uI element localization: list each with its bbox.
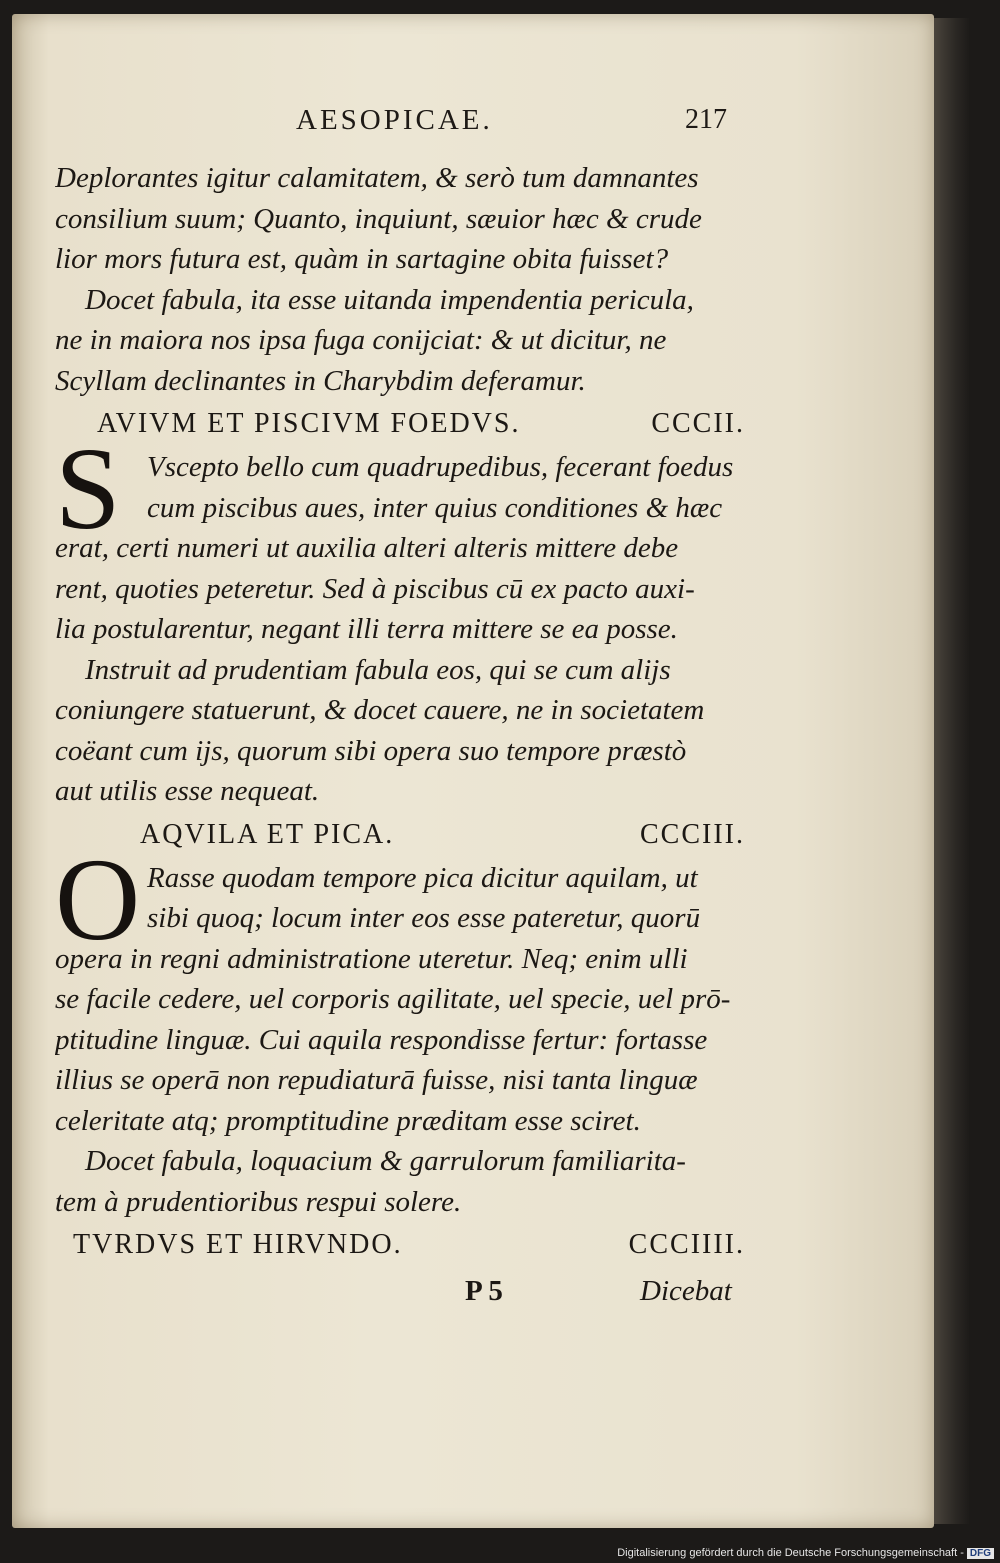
text-line: lior mors futura est, quàm in sartagine obita fuisset? bbox=[55, 243, 669, 275]
fable-title: AVIVM ET PISCIVM FOEDVS. bbox=[97, 408, 521, 439]
moral-line: Instruit ad prudentiam fabula eos, qui se cum alijs bbox=[85, 653, 671, 686]
fable-number: CCCII. bbox=[651, 408, 745, 439]
fable-number: CCCIIII. bbox=[628, 1229, 745, 1260]
running-title: AESOPICAE. bbox=[296, 104, 493, 136]
digitization-credit bbox=[617, 1547, 994, 1559]
fable-title: AQVILA ET PICA. bbox=[140, 818, 395, 850]
text-line: se facile cedere, uel corporis agilitate, uel specie, uel prō- bbox=[55, 983, 731, 1015]
moral-line: Docet fabula, ita esse uitanda impendentia pericula, bbox=[85, 283, 694, 316]
moral-line: coëant cum ijs, quorum sibi opera suo tempore præstò bbox=[55, 734, 687, 767]
text-line: Vscepto bello cum quadrupedibus, fecerant foedus bbox=[147, 451, 734, 483]
moral-line: Scyllam declinantes in Charybdim deferamur. bbox=[55, 364, 586, 397]
signature-line bbox=[55, 1268, 745, 1314]
moral-line: Docet fabula, loquacium & garrulorum familiarita- bbox=[85, 1145, 686, 1177]
fable-heading bbox=[55, 1222, 745, 1268]
text-line: illius se operā non repudiaturā fuisse, nisi tanta linguæ bbox=[55, 1064, 698, 1096]
text-line: lia postularentur, negant illi terra mittere se ea posse. bbox=[55, 613, 678, 645]
signature-mark: P 5 bbox=[465, 1275, 503, 1307]
fable-heading bbox=[55, 812, 745, 858]
moral-line: tem à prudentioribus respui solere. bbox=[55, 1185, 462, 1218]
page-edge bbox=[934, 18, 970, 1524]
text-line: rent, quoties peteretur. Sed à piscibus cū ex pacto auxi- bbox=[55, 572, 695, 605]
moral-line: ne in maiora nos ipsa fuga conijciat: & ut dicitur, ne bbox=[55, 324, 667, 356]
dfg-logo: DFG bbox=[967, 1548, 994, 1559]
text-line: consilium suum; Quanto, inquiunt, sæuior hæc & crude bbox=[55, 202, 702, 235]
text-line: celeritate atq; promptitudine præditam esse sciret. bbox=[55, 1104, 641, 1137]
text-line: Rasse quodam tempore pica dicitur aquilam, ut bbox=[147, 861, 698, 894]
text-line: ptitudine linguæ. Cui aquila respondisse fertur: fortasse bbox=[55, 1023, 708, 1056]
fable-number: CCCIII. bbox=[640, 818, 745, 850]
fable-title: TVRDVS ET HIRVNDO. bbox=[73, 1229, 403, 1260]
page-number: 217 bbox=[685, 104, 727, 135]
fable-heading bbox=[55, 401, 745, 447]
text-line: erat, certi numeri ut auxilia alteri alteris mittere debe bbox=[55, 532, 679, 564]
credit-text: Digitalisierung gefördert durch die Deutsche Forschungsgemeinschaft - bbox=[617, 1547, 964, 1559]
page-header bbox=[0, 104, 1000, 144]
text-line: opera in regni administratione uteretur. Neq; enim ulli bbox=[55, 942, 688, 975]
drop-cap-initial: S bbox=[55, 423, 121, 554]
text-line: sibi quoq; locum inter eos esse pateretur, quorū bbox=[147, 902, 701, 934]
text-line: Deplorantes igitur calamitatem, & serò tum damnantes bbox=[55, 162, 699, 194]
catchword: Dicebat bbox=[640, 1275, 732, 1307]
moral-line: aut utilis esse nequeat. bbox=[55, 775, 320, 807]
page-text bbox=[55, 158, 745, 1314]
moral-line: coniungere statuerunt, & docet cauere, ne in societatem bbox=[55, 694, 705, 726]
drop-cap-initial: O bbox=[55, 833, 141, 965]
text-line: cum piscibus aues, inter quius conditiones & hæc bbox=[147, 491, 723, 524]
